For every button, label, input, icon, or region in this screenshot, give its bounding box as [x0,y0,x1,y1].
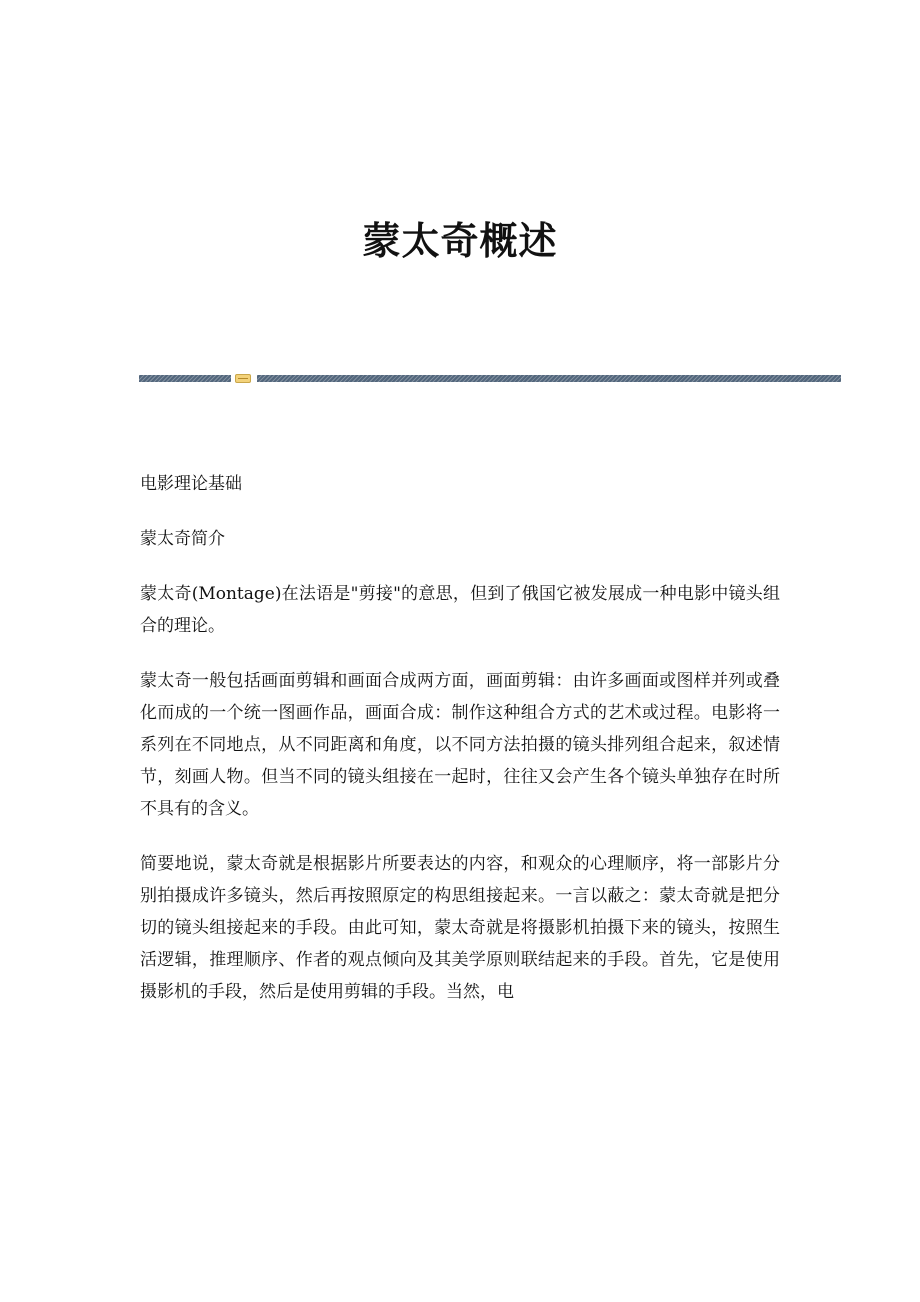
paragraph-summary: 简要地说，蒙太奇就是根据影片所要表达的内容，和观众的心理顺序，将一部影片分别拍摄成许多镜头，然后再按照原定的构思组接起来。一言以蔽之：蒙太奇就是把分切的镜头组接起来的手段。由此可知，蒙太奇就是将摄影机拍摄下来的镜头，按照生活逻辑，推理顺序、作者的观点倾向及其美学原则联结起来的手段。首先，它是使用摄影机的手段，然后是使用剪辑的手段。当然，电 [140,854,780,1002]
section-heading-montage-intro: 蒙太奇简介 [140,529,225,549]
title-divider [139,374,841,383]
paragraph-editing-composition: 蒙太奇一般包括画面剪辑和画面合成两方面，画面剪辑：由许多画面或图样并列或叠化而成的一个统一图画作品，画面合成：制作这种组合方式的艺术或过程。电影将一系列在不同地点，从不同距离和角度，以不同方法拍摄的镜头排列组合起来，叙述情节，刻画人物。但当不同的镜头组接在一起时，往往又会产生各个镜头单独存在时所不具有的含义。 [140,671,780,819]
divider-bar-right [257,375,841,382]
document-body [140,468,780,1031]
section-heading-film-theory: 电影理论基础 [140,474,242,494]
paragraph-definition: 蒙太奇(Montage)在法语是"剪接"的意思，但到了俄国它被发展成一种电影中镜头组合的理论。 [140,584,780,636]
page-title: 蒙太奇概述 [362,218,558,263]
divider-bar-left [139,375,231,382]
divider-ornament-icon [235,374,251,383]
